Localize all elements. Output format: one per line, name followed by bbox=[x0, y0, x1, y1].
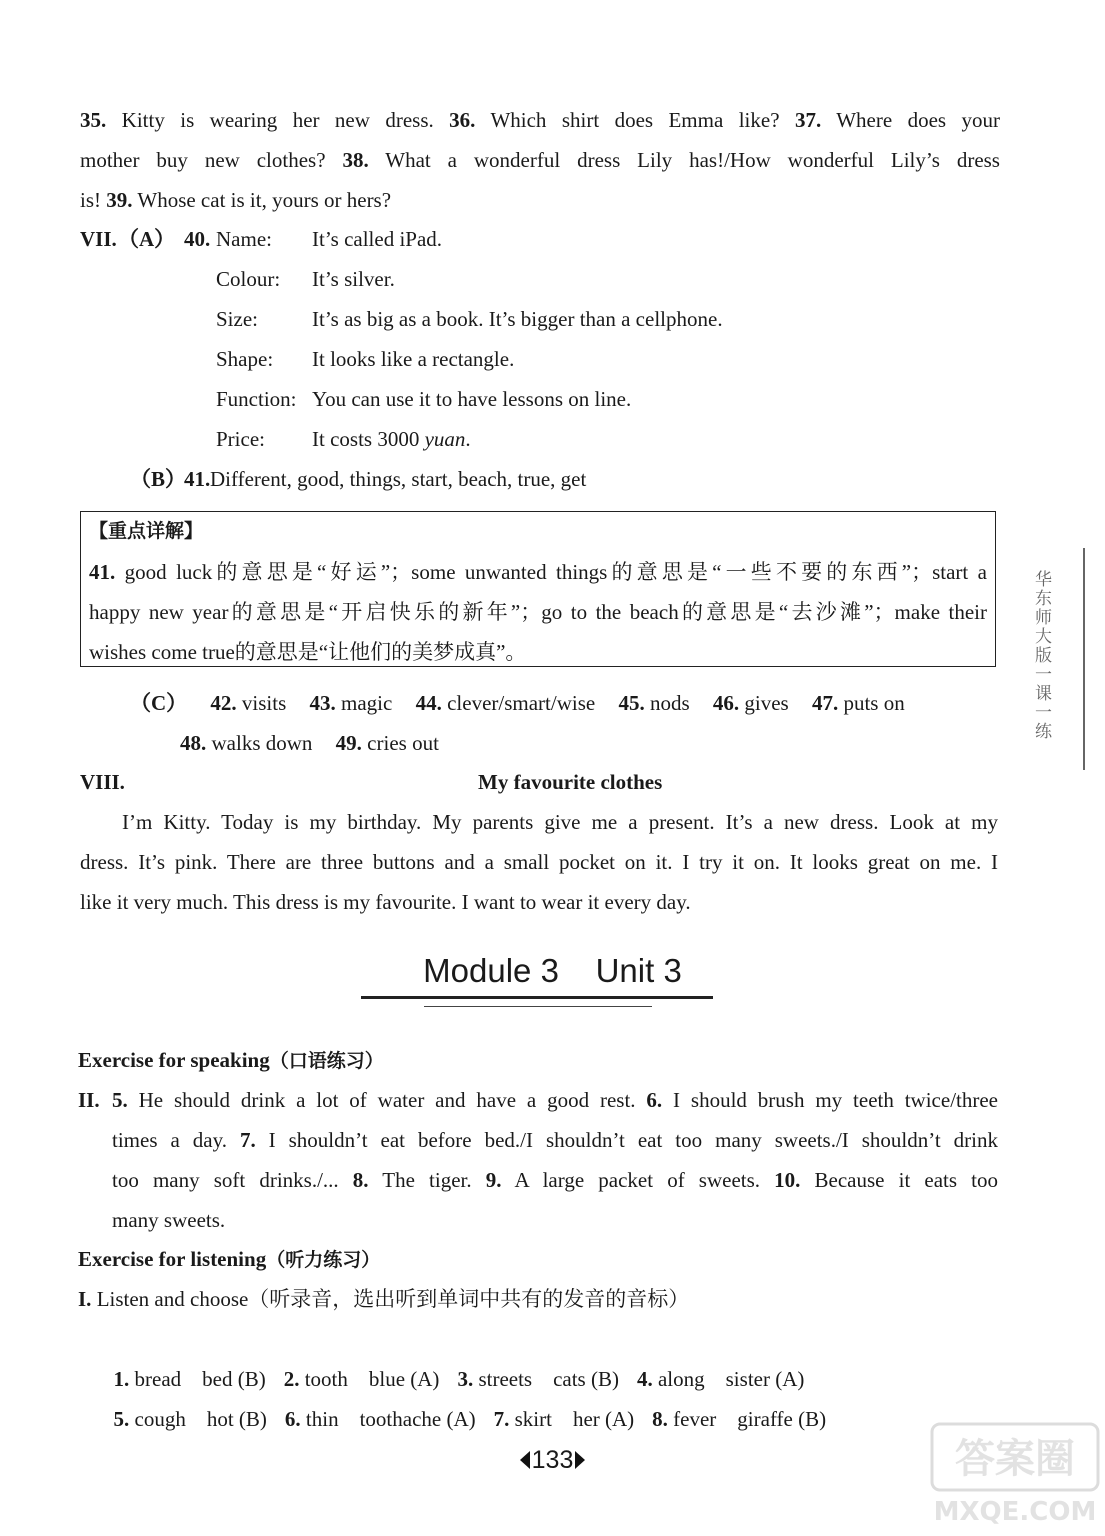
q-num: 2. bbox=[283, 1367, 300, 1391]
field-value: It looks like a rectangle. bbox=[312, 347, 515, 371]
page-number: 133 bbox=[0, 1440, 1105, 1480]
key-points-box bbox=[80, 511, 996, 667]
q-num: 37. bbox=[794, 108, 822, 132]
q-num: 1. bbox=[113, 1367, 130, 1391]
q-num: 8. bbox=[352, 1168, 369, 1192]
field-label: Colour: bbox=[216, 267, 281, 291]
answer-text: A large packet of sweets. bbox=[501, 1168, 775, 1192]
field-value: It’s called iPad. bbox=[312, 227, 443, 251]
q-num: 38. bbox=[342, 148, 369, 172]
answer-text: gives bbox=[744, 691, 789, 715]
q-num: 10. bbox=[774, 1168, 801, 1192]
answer-text: Different, good, things, start, beach, true, get bbox=[210, 467, 587, 491]
answer-text: walks down bbox=[211, 731, 313, 755]
section-viii-header bbox=[80, 762, 1000, 802]
answer-text: He should drink a lot of water and have a good rest. bbox=[127, 1088, 647, 1112]
q-num: 39. bbox=[106, 188, 133, 212]
answer-text: Whose cat is it, yours or hers? bbox=[132, 188, 392, 212]
row-name bbox=[80, 219, 980, 259]
q-num: 42. bbox=[210, 691, 237, 715]
right-triangle-icon bbox=[575, 1451, 585, 1469]
answer-text: mother buy new clothes? bbox=[80, 148, 343, 172]
q-num: 7. bbox=[239, 1128, 256, 1152]
side-book-title: 华东师大版一课一练 bbox=[1031, 570, 1051, 741]
essay-line: I’m Kitty. Today is my birthday. My parents give me a present. It’s a new dress. Look at my bbox=[122, 810, 998, 834]
answer-text: magic bbox=[341, 691, 393, 715]
section-roman: VII. bbox=[80, 227, 117, 251]
q-num: 41. bbox=[89, 560, 116, 584]
answer-text: clever/smart/wise bbox=[447, 691, 596, 715]
answer-text: along sister (A) bbox=[657, 1367, 805, 1391]
answer-text: thin toothache (A) bbox=[305, 1407, 476, 1431]
q-num: 48. bbox=[180, 731, 207, 755]
answer-text: I shouldn’t eat before bed./I shouldn’t eat too many sweets./I shouldn’t drink bbox=[255, 1128, 999, 1152]
answer-text: nods bbox=[649, 691, 690, 715]
answer-text: skirt her (A) bbox=[514, 1407, 635, 1431]
q-num: 5. bbox=[112, 1088, 128, 1112]
essay-line: dress. It’s pink. There are three buttons and a small pocket on it. I try it on. It looks great on me. I bbox=[80, 850, 998, 874]
answer-text: bread bed (B) bbox=[134, 1367, 266, 1391]
q-num: 8. bbox=[652, 1407, 668, 1431]
section-roman: VIII. bbox=[80, 770, 125, 794]
field-value: It’s silver. bbox=[312, 267, 395, 291]
answer-text: visits bbox=[241, 691, 287, 715]
field-label: Price: bbox=[216, 427, 265, 451]
q-num: 35. bbox=[80, 108, 107, 132]
row-colour bbox=[80, 259, 980, 299]
row-price bbox=[80, 419, 980, 459]
watermark-text: 答案圈 bbox=[955, 1436, 1075, 1482]
field-value: It’s as big as a book. It’s bigger than a cellphone. bbox=[312, 307, 723, 331]
listening-heading: Exercise for listening（听力练习） bbox=[78, 1247, 381, 1271]
answer-text: Kitty is wearing her new dress. bbox=[106, 108, 450, 132]
row-function bbox=[80, 379, 980, 419]
box-line: 41. good luck的意思是“好运”；some unwanted things的意思是“一些不要的东西”；start a bbox=[89, 560, 987, 584]
answer-text: What a wonderful dress Lily has!/How wonderful Lily’s dress bbox=[368, 148, 1000, 172]
section-roman: I. bbox=[78, 1287, 92, 1311]
answer-text: tooth blue (A) bbox=[304, 1367, 440, 1391]
speaking-heading: Exercise for speaking（口语练习） bbox=[78, 1048, 384, 1072]
answer-text: streets cats (B) bbox=[478, 1367, 619, 1391]
q-num: 5. bbox=[113, 1407, 130, 1431]
watermark-subtext: MXQE.COM bbox=[933, 1497, 1097, 1527]
q-num: 3. bbox=[457, 1367, 474, 1391]
essay-title: My favourite clothes bbox=[478, 770, 663, 794]
part-label: （A） bbox=[118, 227, 176, 251]
watermark-logo bbox=[930, 1420, 1100, 1530]
answer-text: Where does your bbox=[821, 108, 1000, 132]
module-title: Module 3 Unit 3 bbox=[423, 952, 682, 989]
field-value: You can use it to have lessons on line. bbox=[312, 387, 632, 411]
essay bbox=[80, 802, 998, 922]
row-shape bbox=[80, 339, 980, 379]
title-rule bbox=[361, 996, 713, 999]
side-rule bbox=[1083, 548, 1085, 770]
answer-text: fever giraffe (B) bbox=[673, 1407, 827, 1431]
answer-text: The tiger. bbox=[368, 1168, 486, 1192]
answer-text: times a day. bbox=[112, 1128, 240, 1152]
answer-text: I should brush my teeth twice/three bbox=[662, 1088, 999, 1112]
box-line: wishes come true的意思是“让他们的美梦成真”。 bbox=[89, 640, 527, 664]
box-title: 【重点详解】 bbox=[89, 520, 204, 542]
q-num: 9. bbox=[485, 1168, 502, 1192]
answer-text: Because it eats too bbox=[800, 1168, 999, 1192]
section-roman: II. bbox=[78, 1088, 100, 1112]
section-ii bbox=[78, 1080, 998, 1240]
part-c bbox=[130, 683, 950, 763]
field-value: It costs 3000 yuan. bbox=[312, 427, 471, 451]
listening-answers-row bbox=[103, 1359, 1003, 1439]
part-label: （C） bbox=[130, 691, 188, 715]
field-label: Function: bbox=[216, 387, 297, 411]
listening-instructions: I. Listen and choose（听录音，选出听到单词中共有的发音的音标） bbox=[78, 1287, 690, 1311]
answer-text: many sweets. bbox=[112, 1208, 226, 1232]
field-label: Shape: bbox=[216, 347, 274, 371]
q-num: 6. bbox=[646, 1088, 663, 1112]
q-num: 44. bbox=[415, 691, 442, 715]
left-triangle-icon bbox=[520, 1451, 530, 1469]
q-num: 47. bbox=[811, 691, 839, 715]
row-size bbox=[80, 299, 980, 339]
q-num: 40. bbox=[184, 227, 211, 251]
q-num: 46. bbox=[712, 691, 740, 715]
answer-text: too many soft drinks./... bbox=[112, 1168, 353, 1192]
answer-text: is! bbox=[80, 188, 107, 212]
field-label: Size: bbox=[216, 307, 258, 331]
q-num: 43. bbox=[309, 691, 336, 715]
part-b-row bbox=[130, 459, 1030, 499]
q-num: 45. bbox=[618, 691, 645, 715]
answer-text: cries out bbox=[367, 731, 439, 755]
answer-text: puts on bbox=[843, 691, 905, 715]
answers-35-39 bbox=[80, 100, 1000, 220]
part-label: （B） bbox=[130, 467, 187, 491]
title-rule-thin bbox=[424, 1006, 652, 1007]
q-num: 6. bbox=[284, 1407, 301, 1431]
q-num: 41. bbox=[184, 467, 211, 491]
field-label: Name: bbox=[216, 227, 272, 251]
box-line: happy new year的意思是“开启快乐的新年”；go to the beach的意思是“去沙滩”；make their bbox=[89, 600, 987, 624]
q-num: 49. bbox=[335, 731, 362, 755]
q-num: 36. bbox=[449, 108, 476, 132]
answer-text: Which shirt does Emma like? bbox=[475, 108, 795, 132]
q-num: 7. bbox=[493, 1407, 510, 1431]
essay-line: like it very much. This dress is my favourite. I want to wear it every day. bbox=[80, 890, 691, 914]
answer-text: cough hot (B) bbox=[134, 1407, 267, 1431]
q-num: 4. bbox=[636, 1367, 653, 1391]
